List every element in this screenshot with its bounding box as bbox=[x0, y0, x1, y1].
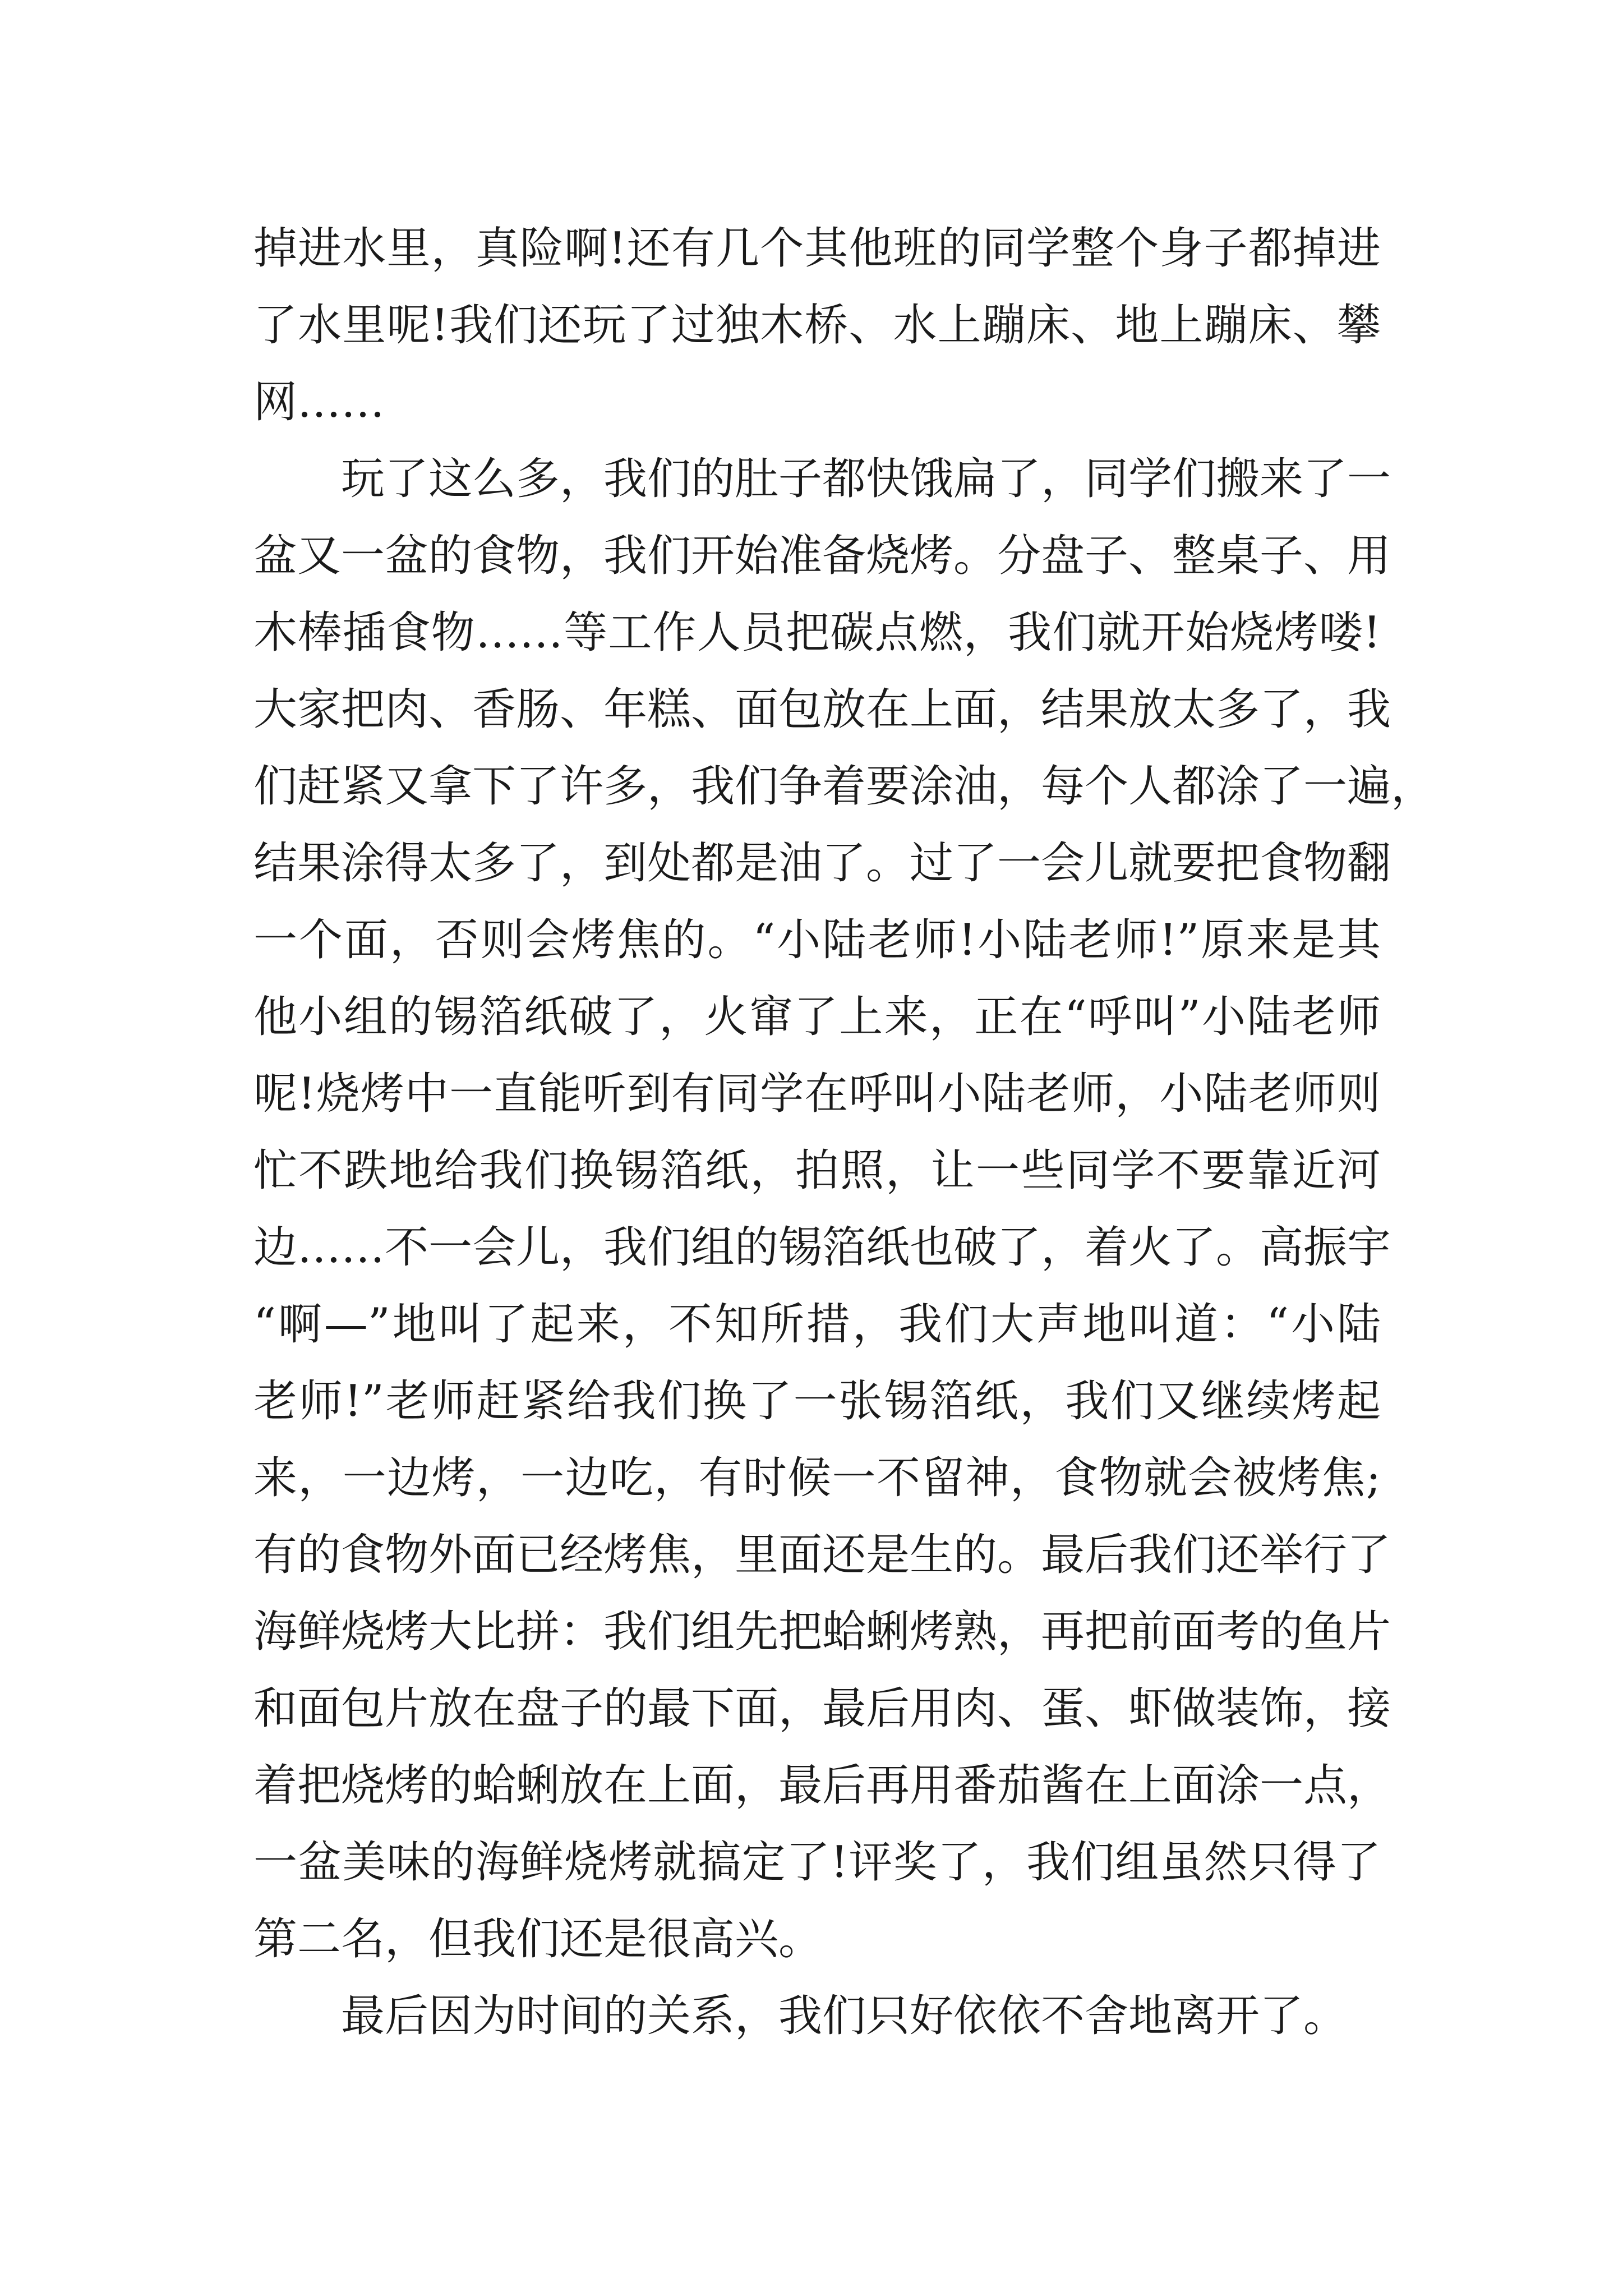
essay-text bbox=[253, 210, 1435, 2055]
text-line: 他小组的锡箔纸破了，火窜了上来，正在“呼叫”小陆老师 bbox=[253, 992, 1381, 1042]
text-line: 一个面，否则会烤焦的。“小陆老师!小陆老师!”原来是其 bbox=[253, 915, 1381, 965]
text-line: 老师!”老师赶紧给我们换了一张锡箔纸，我们又继续烤起 bbox=[253, 1376, 1381, 1427]
text-line: 一盆美味的海鲜烧烤就搞定了!评奖了，我们组虽然只得了 bbox=[253, 1837, 1381, 1888]
text-line: 忙不跌地给我们换锡箔纸，拍照，让一些同学不要靠近河 bbox=[253, 1145, 1381, 1196]
text-line: 着把烧烤的蛤蜊放在上面，最后再用番茄酱在上面涂一点， bbox=[253, 1760, 1391, 1811]
text-line: 玩了这么多，我们的肚子都快饿扁了，同学们搬来了一 bbox=[341, 454, 1391, 504]
text-line: 结果涂得太多了，到处都是油了。过了一会儿就要把食物翻 bbox=[253, 838, 1391, 889]
text-line: 呢!烧烤中一直能听到有同学在呼叫小陆老师，小陆老师则 bbox=[253, 1069, 1381, 1119]
text-line: 最后因为时间的关系，我们只好依依不舍地离开了。 bbox=[341, 1991, 1348, 2041]
text-line: “啊—”地叫了起来，不知所措，我们大声地叫道：“小陆 bbox=[253, 1299, 1381, 1350]
text-line: 了水里呢!我们还玩了过独木桥、水上蹦床、地上蹦床、攀 bbox=[253, 300, 1381, 351]
text-line: 盆又一盆的食物，我们开始准备烧烤。分盘子、整桌子、用 bbox=[253, 531, 1391, 581]
text-line: 来，一边烤，一边吃，有时候一不留神，食物就会被烤焦; bbox=[253, 1453, 1381, 1503]
text-line: 边……不一会儿，我们组的锡箔纸也破了，着火了。高振宇 bbox=[253, 1222, 1391, 1273]
text-line: 第二名，但我们还是很高兴。 bbox=[253, 1914, 823, 1964]
text-line: 大家把肉、香肠、年糕、面包放在上面，结果放太多了，我 bbox=[253, 684, 1391, 735]
text-line: 掉进水里，真险啊!还有几个其他班的同学整个身子都掉进 bbox=[253, 223, 1381, 274]
text-line: 海鲜烧烤大比拼：我们组先把蛤蜊烤熟，再把前面考的鱼片 bbox=[253, 1607, 1391, 1657]
text-line: 和面包片放在盘子的最下面，最后用肉、蛋、虾做装饰，接 bbox=[253, 1683, 1391, 1734]
text-line: 网…… bbox=[253, 377, 385, 427]
text-line: 有的食物外面已经烤焦，里面还是生的。最后我们还举行了 bbox=[253, 1530, 1391, 1580]
text-line: 们赶紧又拿下了许多，我们争着要涂油，每个人都涂了一遍， bbox=[253, 761, 1435, 812]
text-line: 木棒插食物……等工作人员把碳点燃，我们就开始烧烤喽! bbox=[253, 608, 1381, 658]
